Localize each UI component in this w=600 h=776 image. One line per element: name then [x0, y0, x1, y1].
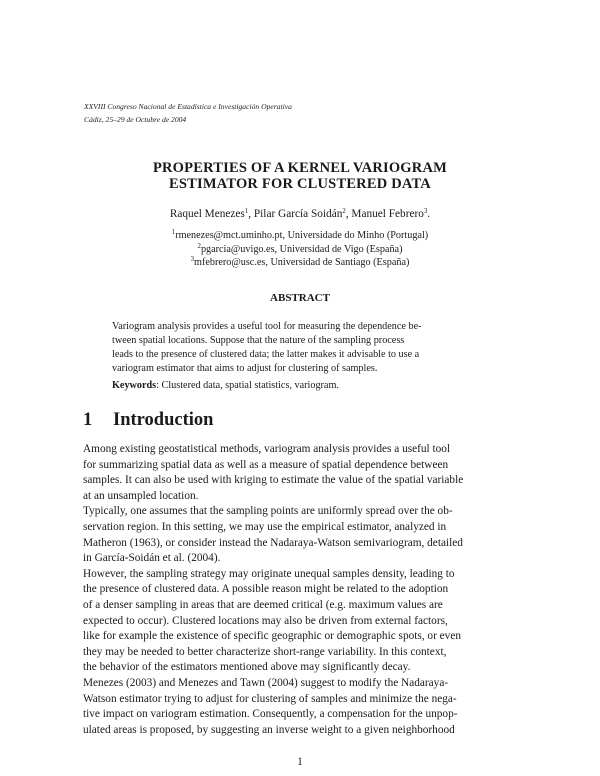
- body-line: they may be needed to better characterize short-range variability. In this context,: [83, 645, 447, 658]
- title-line-1: PROPERTIES OF A KERNEL VARIOGRAM: [152, 160, 448, 176]
- affiliation-text: rmenezes@mct.uminho.pt, Universidade do Minho (Portugal): [175, 230, 429, 241]
- abstract-heading: ABSTRACT: [270, 292, 330, 304]
- affiliation-marker: 2: [197, 242, 201, 250]
- section-number: 1: [83, 410, 93, 430]
- body-line: samples. It can also be used with kriging to estimate the value of the spatial variable: [83, 474, 464, 487]
- author-name: Raquel Menezes: [169, 208, 245, 220]
- abstract-line: Variogram analysis provides a useful tool for measuring the dependence be-: [112, 321, 422, 332]
- keywords-label: Keywords: [112, 380, 157, 391]
- affiliation-line: [0, 243, 600, 257]
- author-marker: 3: [423, 208, 428, 215]
- keywords: [112, 380, 339, 391]
- author-marker: 2: [342, 208, 346, 215]
- author-name: Pilar García Soidán: [253, 208, 343, 220]
- abstract-line: variogram estimator that aims to adjust for clustering of samples.: [112, 363, 378, 374]
- abstract-line: leads to the presence of clustered data; the latter makes it advisable to use a: [112, 349, 420, 360]
- header-conference: XXVIII Congreso Nacional de Estadística e Investigación Operativa: [84, 102, 292, 111]
- affiliation-line: [0, 256, 600, 270]
- abstract-line: tween spatial locations. Suppose that the nature of the sampling process: [112, 335, 405, 346]
- affiliation-line: [0, 229, 600, 243]
- title-line-2: ESTIMATOR FOR CLUSTERED DATA: [169, 176, 431, 192]
- section-heading: [83, 410, 213, 431]
- author-separator: ,: [248, 208, 254, 220]
- body-line: in García-Soidán et al. (2004).: [83, 552, 221, 565]
- page-number: 1: [297, 756, 303, 768]
- body-line: Menezes (2003) and Menezes and Tawn (2004) suggest to modify the Nadaraya-: [83, 677, 449, 689]
- affiliation-text: mfebrero@usc.es, Universidad de Santiago (España): [194, 257, 410, 268]
- section-title: Introduction: [113, 410, 214, 430]
- body-line: expected to occur). Clustered locations may also be driven from external factors,: [83, 614, 448, 627]
- body-line: servation region. In this setting, we may use the empirical estimator, analyzed in: [83, 521, 447, 533]
- keywords-text: : Clustered data, spatial statistics, variogram.: [156, 380, 339, 391]
- running-header: [84, 100, 292, 126]
- paper-title: [0, 160, 600, 192]
- body-line: like for example the existence of specific geographic or demographic spots, or even: [83, 630, 461, 643]
- body-line: Watson estimator trying to adjust for clustering of samples and minimize the nega-: [83, 692, 457, 705]
- body-line: at an unsampled location.: [83, 489, 199, 502]
- body-line: Among existing geostatistical methods, variogram analysis provides a useful tool: [83, 443, 451, 455]
- author-name: Manuel Febrero: [351, 208, 424, 220]
- author-list: [0, 208, 600, 220]
- author-marker: 1: [244, 208, 249, 215]
- author-separator: .: [427, 208, 431, 220]
- affiliation-list: [0, 229, 600, 270]
- header-date: Cádiz, 25–29 de Octubre de 2004: [84, 115, 187, 124]
- body-line: Matheron (1963), or consider instead the Nadaraya-Watson semivariogram, detailed: [83, 536, 463, 549]
- author-separator: ,: [345, 208, 352, 220]
- body-line: However, the sampling strategy may originate unequal samples density, leading to: [83, 567, 455, 580]
- affiliation-marker: 3: [190, 256, 195, 263]
- body-line: the presence of clustered data. A possible reason might be related to the adoption: [83, 583, 449, 596]
- body-line: the behavior of the estimators mentioned above may significantly decay.: [83, 661, 411, 674]
- body-line: Typically, one assumes that the sampling points are uniformly spread over the ob-: [83, 505, 453, 518]
- body-line: for summarizing spatial data as well as a measure of spatial dependence between: [83, 458, 449, 471]
- body-line: tive impact on variogram estimation. Consequently, a compensation for the unpop-: [83, 708, 458, 721]
- affiliation-marker: 1: [171, 229, 176, 236]
- body-line: ulated areas is proposed, by suggesting an inverse weight to a given neighborhood: [83, 723, 455, 736]
- affiliation-text: pgarcia@uvigo.es, Universidad de Vigo (España): [200, 243, 403, 255]
- body-line: of a denser sampling in areas that are deemed critical (e.g. maximum values are: [83, 599, 443, 611]
